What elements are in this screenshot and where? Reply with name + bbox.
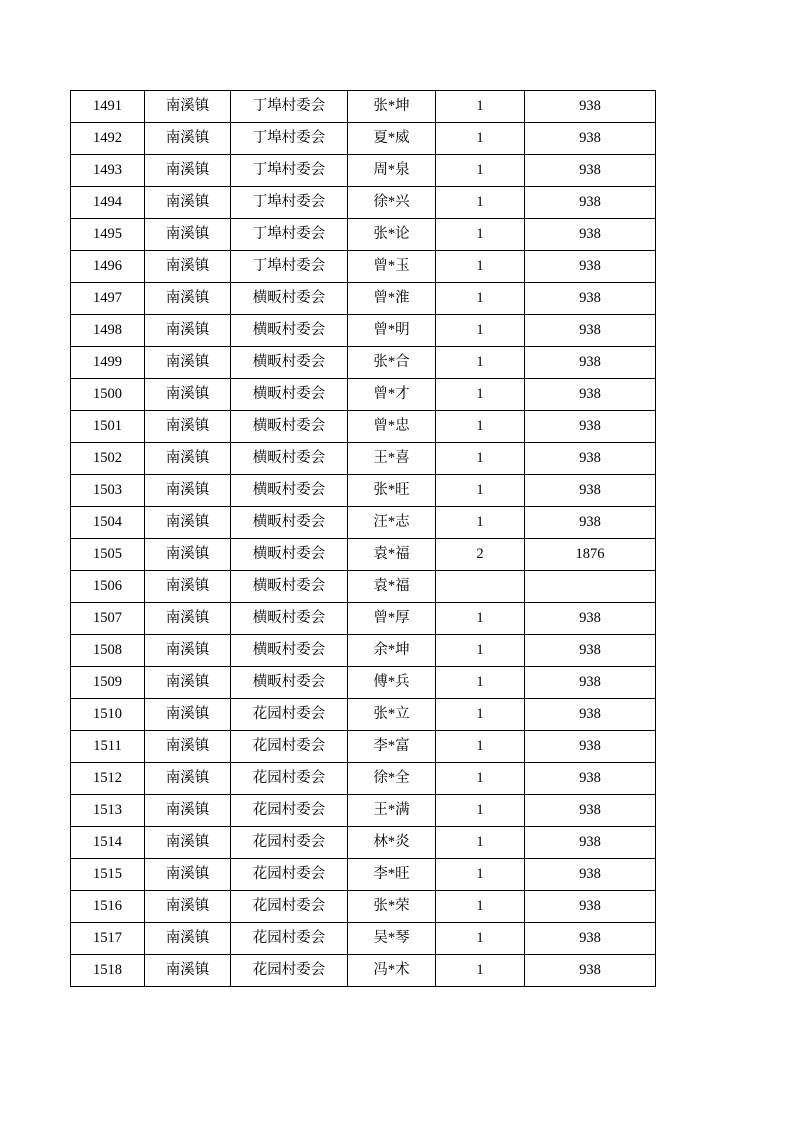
- table-row: [71, 571, 656, 603]
- cell-index: 1502: [71, 443, 145, 475]
- cell-name: 李*富: [348, 731, 436, 763]
- table-row: [71, 635, 656, 667]
- cell-village: 花园村委会: [231, 699, 348, 731]
- cell-amount: 938: [525, 475, 656, 507]
- cell-name: 张*立: [348, 699, 436, 731]
- cell-count: 1: [436, 251, 525, 283]
- cell-amount: 938: [525, 315, 656, 347]
- cell-count: 1: [436, 795, 525, 827]
- cell-index: 1510: [71, 699, 145, 731]
- cell-amount: 938: [525, 955, 656, 987]
- table-row: [71, 539, 656, 571]
- cell-index: 1503: [71, 475, 145, 507]
- cell-town: 南溪镇: [145, 347, 231, 379]
- cell-village: 丁埠村委会: [231, 155, 348, 187]
- cell-village: 花园村委会: [231, 763, 348, 795]
- cell-amount: 1876: [525, 539, 656, 571]
- cell-amount: 938: [525, 123, 656, 155]
- cell-amount: 938: [525, 219, 656, 251]
- cell-town: 南溪镇: [145, 699, 231, 731]
- table-row: [71, 91, 656, 123]
- cell-village: 横畈村委会: [231, 379, 348, 411]
- cell-village: 丁埠村委会: [231, 251, 348, 283]
- cell-count: 1: [436, 507, 525, 539]
- cell-amount: 938: [525, 379, 656, 411]
- cell-town: 南溪镇: [145, 763, 231, 795]
- cell-index: 1494: [71, 187, 145, 219]
- table-row: [71, 123, 656, 155]
- table-row: [71, 219, 656, 251]
- cell-count: 1: [436, 923, 525, 955]
- cell-index: 1493: [71, 155, 145, 187]
- cell-town: 南溪镇: [145, 859, 231, 891]
- subsidy-table: [70, 90, 656, 987]
- table-row: [71, 475, 656, 507]
- cell-amount: 938: [525, 347, 656, 379]
- cell-name: 王*喜: [348, 443, 436, 475]
- cell-town: 南溪镇: [145, 91, 231, 123]
- cell-amount: 938: [525, 283, 656, 315]
- cell-town: 南溪镇: [145, 123, 231, 155]
- cell-name: 李*旺: [348, 859, 436, 891]
- cell-name: 袁*福: [348, 571, 436, 603]
- cell-town: 南溪镇: [145, 219, 231, 251]
- table-row: [71, 155, 656, 187]
- cell-town: 南溪镇: [145, 667, 231, 699]
- cell-village: 花园村委会: [231, 923, 348, 955]
- cell-town: 南溪镇: [145, 539, 231, 571]
- cell-village: 花园村委会: [231, 891, 348, 923]
- cell-index: 1491: [71, 91, 145, 123]
- cell-amount: 938: [525, 411, 656, 443]
- cell-town: 南溪镇: [145, 507, 231, 539]
- cell-town: 南溪镇: [145, 603, 231, 635]
- cell-name: 张*旺: [348, 475, 436, 507]
- table-row: [71, 827, 656, 859]
- cell-name: 张*合: [348, 347, 436, 379]
- cell-name: 徐*全: [348, 763, 436, 795]
- cell-count: 1: [436, 891, 525, 923]
- cell-amount: 938: [525, 699, 656, 731]
- cell-name: 徐*兴: [348, 187, 436, 219]
- cell-name: 曾*明: [348, 315, 436, 347]
- cell-index: 1511: [71, 731, 145, 763]
- table-row: [71, 379, 656, 411]
- cell-village: 横畈村委会: [231, 667, 348, 699]
- cell-count: 1: [436, 763, 525, 795]
- cell-index: 1495: [71, 219, 145, 251]
- cell-index: 1505: [71, 539, 145, 571]
- table-row: [71, 923, 656, 955]
- cell-amount: 938: [525, 251, 656, 283]
- table-row: [71, 315, 656, 347]
- cell-amount: 938: [525, 763, 656, 795]
- cell-name: 袁*福: [348, 539, 436, 571]
- cell-town: 南溪镇: [145, 187, 231, 219]
- cell-town: 南溪镇: [145, 891, 231, 923]
- cell-index: 1504: [71, 507, 145, 539]
- cell-village: 横畈村委会: [231, 571, 348, 603]
- cell-amount: 938: [525, 187, 656, 219]
- cell-village: 丁埠村委会: [231, 91, 348, 123]
- cell-village: 横畈村委会: [231, 283, 348, 315]
- cell-village: 花园村委会: [231, 795, 348, 827]
- cell-village: 丁埠村委会: [231, 219, 348, 251]
- cell-village: 横畈村委会: [231, 411, 348, 443]
- table-row: [71, 507, 656, 539]
- cell-town: 南溪镇: [145, 475, 231, 507]
- cell-count: 1: [436, 731, 525, 763]
- cell-town: 南溪镇: [145, 411, 231, 443]
- cell-name: 张*论: [348, 219, 436, 251]
- table-row: [71, 763, 656, 795]
- cell-name: 吴*琴: [348, 923, 436, 955]
- cell-town: 南溪镇: [145, 315, 231, 347]
- cell-village: 横畈村委会: [231, 315, 348, 347]
- cell-amount: 938: [525, 603, 656, 635]
- cell-index: 1517: [71, 923, 145, 955]
- cell-index: 1496: [71, 251, 145, 283]
- cell-count: 1: [436, 443, 525, 475]
- table-row: [71, 699, 656, 731]
- cell-town: 南溪镇: [145, 251, 231, 283]
- cell-index: 1518: [71, 955, 145, 987]
- cell-amount: 938: [525, 667, 656, 699]
- cell-name: 周*泉: [348, 155, 436, 187]
- cell-village: 丁埠村委会: [231, 123, 348, 155]
- cell-count: 1: [436, 955, 525, 987]
- cell-index: 1500: [71, 379, 145, 411]
- cell-amount: 938: [525, 827, 656, 859]
- cell-town: 南溪镇: [145, 827, 231, 859]
- cell-name: 曾*才: [348, 379, 436, 411]
- cell-town: 南溪镇: [145, 795, 231, 827]
- cell-town: 南溪镇: [145, 283, 231, 315]
- cell-village: 花园村委会: [231, 731, 348, 763]
- cell-index: 1509: [71, 667, 145, 699]
- cell-town: 南溪镇: [145, 731, 231, 763]
- cell-amount: 938: [525, 795, 656, 827]
- cell-name: 曾*玉: [348, 251, 436, 283]
- cell-village: 横畈村委会: [231, 603, 348, 635]
- cell-amount: 938: [525, 891, 656, 923]
- cell-village: 花园村委会: [231, 859, 348, 891]
- cell-town: 南溪镇: [145, 571, 231, 603]
- cell-village: 横畈村委会: [231, 507, 348, 539]
- cell-name: 余*坤: [348, 635, 436, 667]
- cell-town: 南溪镇: [145, 923, 231, 955]
- cell-amount: 938: [525, 923, 656, 955]
- cell-index: 1513: [71, 795, 145, 827]
- table-row: [71, 667, 656, 699]
- cell-name: 曾*忠: [348, 411, 436, 443]
- cell-amount: 938: [525, 731, 656, 763]
- cell-count: 1: [436, 187, 525, 219]
- table-row: [71, 731, 656, 763]
- table-row: [71, 443, 656, 475]
- table-body: [71, 91, 656, 987]
- cell-index: 1501: [71, 411, 145, 443]
- cell-amount: 938: [525, 443, 656, 475]
- cell-name: 张*荣: [348, 891, 436, 923]
- cell-count: 1: [436, 123, 525, 155]
- cell-count: 1: [436, 379, 525, 411]
- cell-amount: 938: [525, 507, 656, 539]
- table-row: [71, 187, 656, 219]
- cell-index: 1492: [71, 123, 145, 155]
- cell-count: 1: [436, 635, 525, 667]
- table-row: [71, 891, 656, 923]
- cell-village: 花园村委会: [231, 827, 348, 859]
- cell-amount: [525, 571, 656, 603]
- cell-index: 1508: [71, 635, 145, 667]
- cell-village: 花园村委会: [231, 955, 348, 987]
- cell-amount: 938: [525, 91, 656, 123]
- table-container: [70, 90, 655, 987]
- cell-name: 冯*术: [348, 955, 436, 987]
- table-row: [71, 603, 656, 635]
- cell-count: 1: [436, 603, 525, 635]
- cell-index: 1514: [71, 827, 145, 859]
- cell-amount: 938: [525, 859, 656, 891]
- cell-name: 汪*志: [348, 507, 436, 539]
- cell-index: 1498: [71, 315, 145, 347]
- cell-town: 南溪镇: [145, 443, 231, 475]
- cell-name: 林*炎: [348, 827, 436, 859]
- cell-name: 傅*兵: [348, 667, 436, 699]
- cell-village: 横畈村委会: [231, 635, 348, 667]
- cell-count: 1: [436, 155, 525, 187]
- table-row: [71, 795, 656, 827]
- table-row: [71, 283, 656, 315]
- cell-town: 南溪镇: [145, 155, 231, 187]
- cell-village: 横畈村委会: [231, 475, 348, 507]
- cell-index: 1512: [71, 763, 145, 795]
- cell-amount: 938: [525, 155, 656, 187]
- cell-count: 1: [436, 315, 525, 347]
- table-row: [71, 859, 656, 891]
- table-row: [71, 411, 656, 443]
- table-row: [71, 955, 656, 987]
- cell-count: 1: [436, 411, 525, 443]
- cell-village: 横畈村委会: [231, 539, 348, 571]
- cell-index: 1506: [71, 571, 145, 603]
- cell-count: 1: [436, 699, 525, 731]
- cell-count: 2: [436, 539, 525, 571]
- cell-amount: 938: [525, 635, 656, 667]
- cell-count: 1: [436, 859, 525, 891]
- table-row: [71, 251, 656, 283]
- cell-town: 南溪镇: [145, 955, 231, 987]
- cell-index: 1499: [71, 347, 145, 379]
- cell-name: 曾*淮: [348, 283, 436, 315]
- cell-index: 1516: [71, 891, 145, 923]
- cell-index: 1507: [71, 603, 145, 635]
- cell-village: 横畈村委会: [231, 443, 348, 475]
- cell-town: 南溪镇: [145, 635, 231, 667]
- cell-count: 1: [436, 91, 525, 123]
- cell-count: 1: [436, 827, 525, 859]
- cell-count: 1: [436, 475, 525, 507]
- cell-count: 1: [436, 219, 525, 251]
- cell-name: 张*坤: [348, 91, 436, 123]
- cell-village: 横畈村委会: [231, 347, 348, 379]
- cell-town: 南溪镇: [145, 379, 231, 411]
- cell-index: 1497: [71, 283, 145, 315]
- cell-name: 曾*厚: [348, 603, 436, 635]
- cell-index: 1515: [71, 859, 145, 891]
- cell-name: 王*满: [348, 795, 436, 827]
- cell-count: 1: [436, 667, 525, 699]
- table-row: [71, 347, 656, 379]
- cell-count: 1: [436, 347, 525, 379]
- cell-name: 夏*威: [348, 123, 436, 155]
- cell-count: 1: [436, 283, 525, 315]
- cell-village: 丁埠村委会: [231, 187, 348, 219]
- cell-count: [436, 571, 525, 603]
